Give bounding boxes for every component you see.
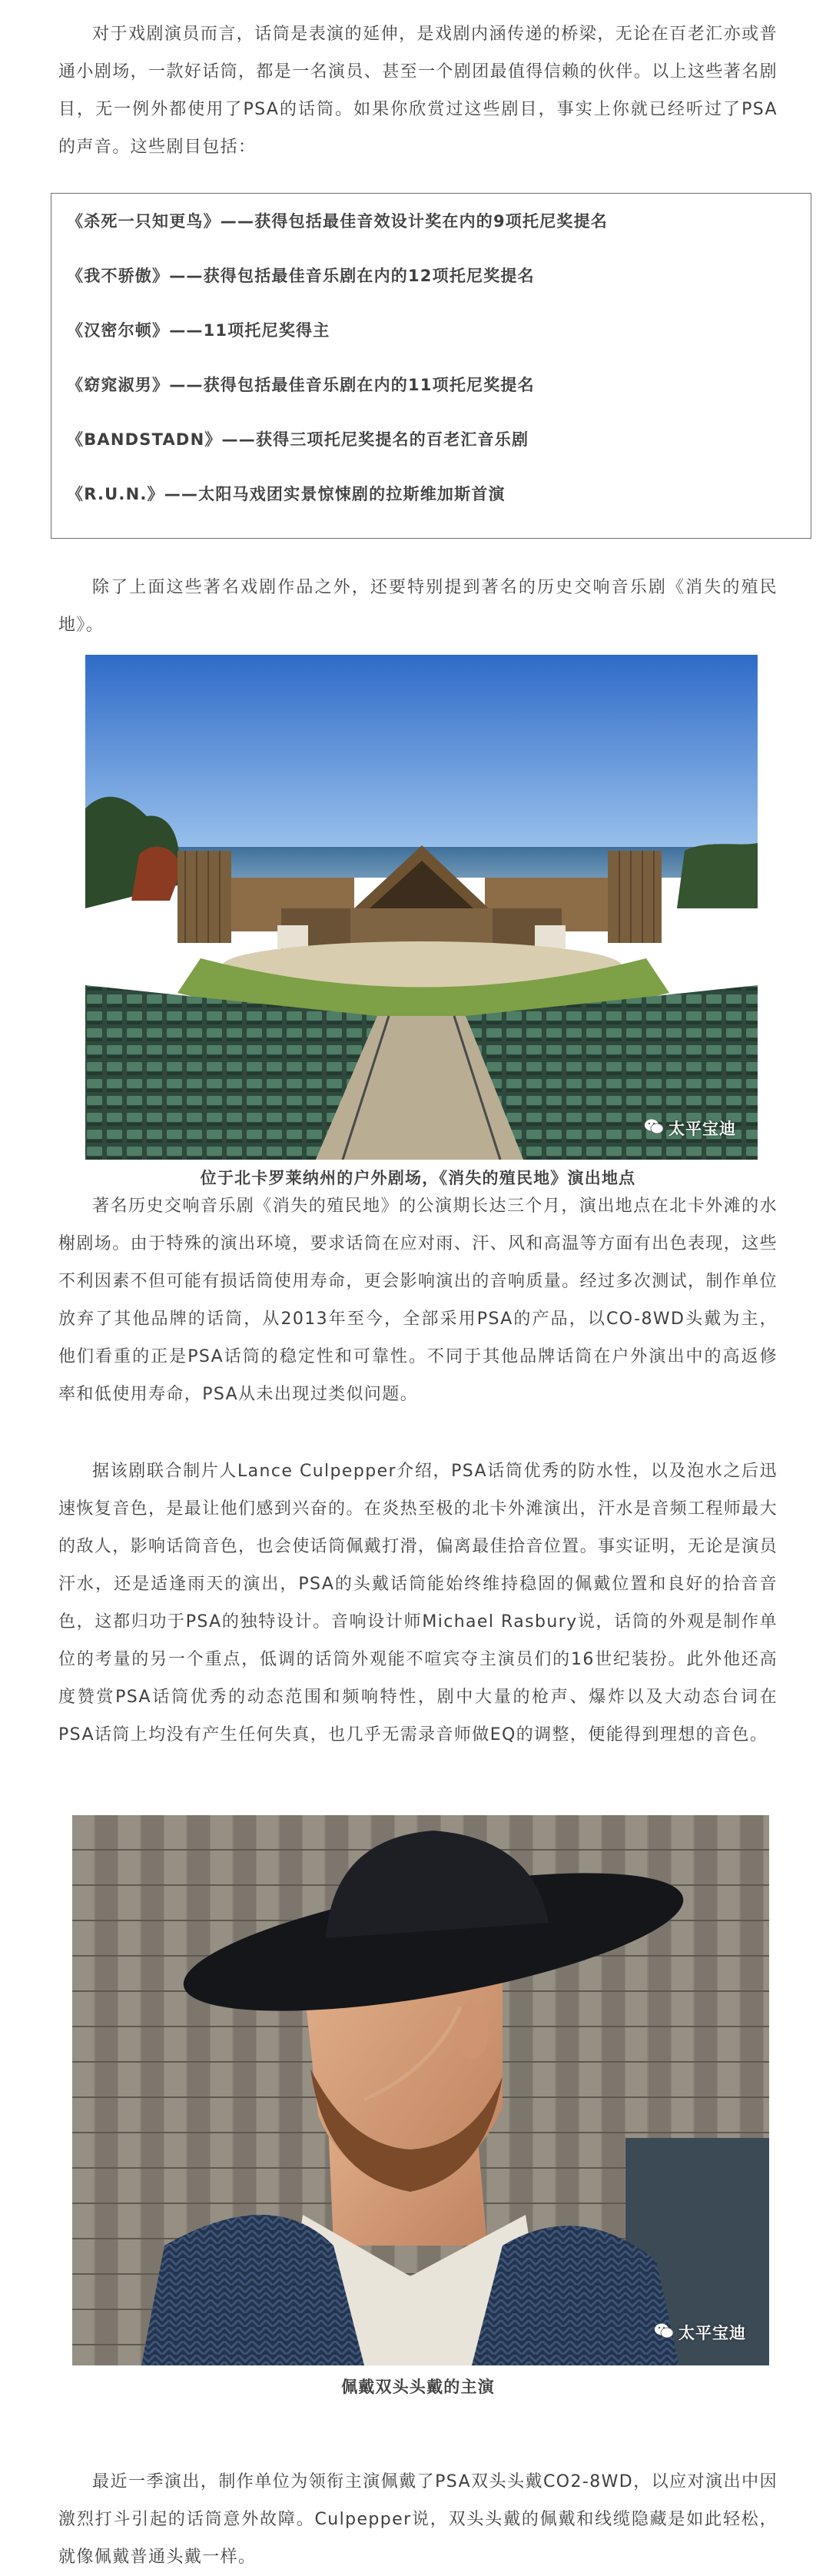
wechat-icon <box>644 1118 664 1139</box>
productions-box <box>51 193 811 539</box>
intro-paragraph: 对于戏剧演员而言，话筒是表演的延伸，是戏剧内涵传递的桥梁，无论在百老汇亦或普通小剧场，一款好话筒，都是一名演员、甚至一个剧团最值得信赖的伙伴。以上这些著名剧目，无一例外都使用了PSA的话筒。如果你欣赏过这些剧目，事实上你就已经听过了PSA的声音。这些剧目包括： <box>58 25 778 157</box>
amphitheater-photo <box>85 655 758 1160</box>
watermark-text: 太平宝迪 <box>668 1120 736 1138</box>
production-item: 《R.U.N.》——太阳马戏团实景惊悚剧的拉斯维加斯首演 <box>67 485 506 503</box>
watermark-text: 太平宝迪 <box>678 2324 746 2342</box>
watermark <box>644 1117 736 1140</box>
production-item: 《杀死一只知更鸟》——获得包括最佳音效设计奖在内的9项托尼奖提名 <box>67 212 609 231</box>
production-item: 《窈窕淑男》——获得包括最佳音乐剧在内的11项托尼奖提名 <box>67 376 535 394</box>
amphitheater-image <box>85 655 758 1160</box>
actor-photo <box>72 1815 769 2365</box>
watermark <box>654 2321 746 2344</box>
wechat-icon <box>654 2322 674 2343</box>
closing-paragraph: 最近一季演出，制作单位为领衔主演佩戴了PSA双头头戴CO2-8WD，以应对演出中因激烈打斗引起的话筒意外故障。Culpepper说，双头头戴的佩戴和线缆隐藏是如此轻松，就像佩戴普通头戴一样。 <box>58 2472 778 2567</box>
production-item: 《汉密尔顿》——11项托尼奖得主 <box>67 321 330 340</box>
lost-colony-intro: 除了上面这些著名戏剧作品之外，还要特别提到著名的历史交响音乐剧《消失的殖民地》。 <box>58 578 778 635</box>
amphitheater-caption: 位于北卡罗莱纳州的户外剧场，《消失的殖民地》演出地点 <box>200 1169 636 1187</box>
actor-image <box>72 1815 769 2365</box>
actor-caption: 佩戴双头头戴的主演 <box>341 2378 495 2396</box>
venue-paragraph: 著名历史交响音乐剧《消失的殖民地》的公演期长达三个月，演出地点在北卡外滩的水榭剧场。由于特殊的演出环境，要求话筒在应对雨、汗、风和高温等方面有出色表现，这些不利因素不但可能有损话筒使用寿命，更会影响演出的音响质量。经过多次测试，制作单位放弃了其他品牌的话筒，从2013年至今，全部采用PSA的产品，以CO-8WD头戴为主，他们看重的正是PSA话筒的稳定性和可靠性。不同于其他品牌话筒在户外演出中的高返修率和低使用寿命，PSA从未出现过类似问题。 <box>58 1197 778 1404</box>
production-item: 《我不骄傲》——获得包括最佳音乐剧在内的12项托尼奖提名 <box>67 267 535 285</box>
producer-paragraph: 据该剧联合制片人Lance Culpepper介绍，PSA话筒优秀的防水性，以及泡水之后迅速恢复音色，是最让他们感到兴奋的。在炎热至极的北卡外滩演出，汗水是音频工程师最大的敌人，影响话筒音色，也会使话筒佩戴打滑，偏离最佳拾音位置。事实证明，无论是演员汗水，还是适逢雨天的演出，PSA的头戴话筒能始终维持稳固的佩戴位置和良好的拾音音色，这都归功于PSA的独特设计。音响设计师Michael Rasbury说，话筒的外观是制作单位的考量的另一个重点，低调的话筒外观能不喧宾夺主演员们的16世纪装扮。此外他还高度赞赏PSA话筒优秀的动态范围和频响特性，剧中大量的枪声、爆炸以及大动态台词在PSA话筒上均没有产生任何失真，也几乎无需录音师做EQ的调整，便能得到理想的音色。 <box>58 1462 778 1744</box>
production-item: 《BANDSTADN》——获得三项托尼奖提名的百老汇音乐剧 <box>67 430 529 449</box>
